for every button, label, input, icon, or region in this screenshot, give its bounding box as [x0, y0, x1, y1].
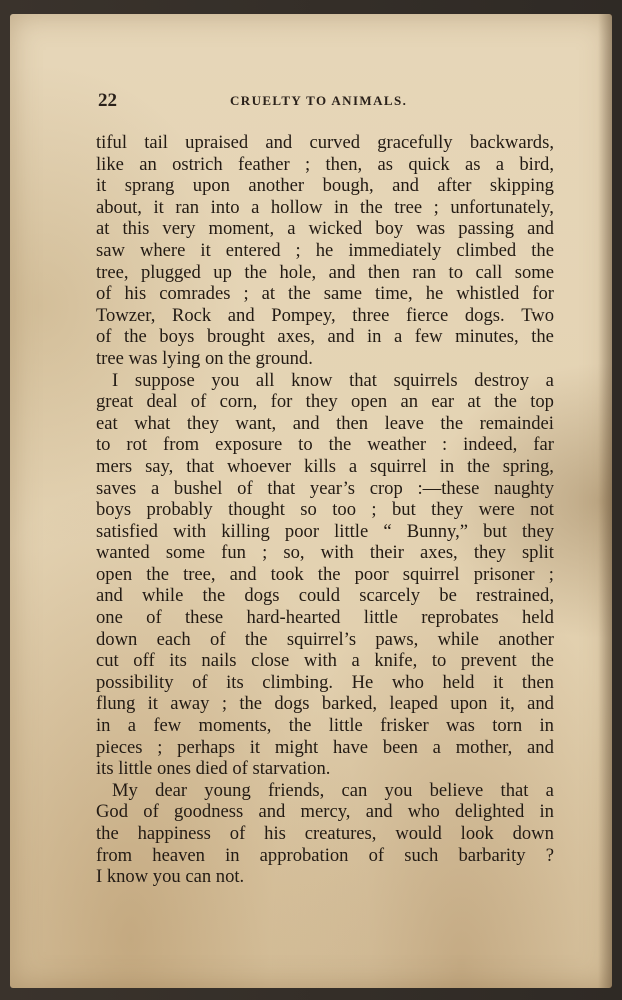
page-spine-shadow: [598, 14, 612, 988]
body-text: [96, 132, 554, 888]
text-line: from heaven in approbation of such barbarity ?: [96, 844, 554, 866]
text-line: at this very moment, a wicked boy was passing and: [96, 218, 554, 240]
text-line: of his comrades ; at the same time, he whistled for: [96, 283, 554, 305]
paragraph: [96, 780, 554, 888]
text-line: great deal of corn, for they open an ear at the top: [96, 391, 554, 413]
text-line: tiful tail upraised and curved gracefully backwards,: [96, 132, 554, 153]
text-line: tree was lying on the ground.: [96, 347, 313, 369]
text-line: open the tree, and took the poor squirrel prisoner ;: [96, 563, 554, 585]
running-head: [98, 90, 558, 114]
text-line: Towzer, Rock and Pompey, three fierce dogs. Two: [96, 304, 554, 326]
text-line: flung it away ; the dogs barked, leaped upon it, and: [96, 693, 554, 715]
text-line: I know you can not.: [96, 866, 245, 888]
text-line: satisfied with killing poor little “ Bunny,” but they: [96, 520, 554, 542]
text-line: saves a bushel of that year’s crop :—these naughty: [96, 477, 554, 499]
paragraph: [96, 370, 554, 780]
text-line: it sprang upon another bough, and after skipping: [96, 175, 554, 197]
text-line: and while the dogs could scarcely be restrained,: [96, 585, 554, 607]
text-line: tree, plugged up the hole, and then ran to call some: [96, 261, 554, 283]
book-page: [10, 14, 612, 988]
text-line: My dear young friends, can you believe that a: [112, 779, 554, 801]
text-line: pieces ; perhaps it might have been a mother, and: [96, 736, 554, 758]
text-line: its little ones died of starvation.: [96, 758, 331, 780]
text-line: down each of the squirrel’s paws, while another: [96, 628, 554, 650]
text-line: in a few moments, the little frisker was torn in: [96, 715, 554, 737]
text-line: possibility of its climbing. He who held it then: [96, 671, 554, 693]
text-line: about, it ran into a hollow in the tree ; unfortunately,: [96, 196, 554, 218]
text-line: saw where it entered ; he immediately climbed the: [96, 239, 554, 261]
running-head-title: CRUELTY TO ANIMALS.: [230, 93, 408, 108]
text-line: cut off its nails close with a knife, to prevent the: [96, 650, 554, 672]
text-line: of the boys brought axes, and in a few minutes, the: [96, 326, 554, 348]
text-line: eat what they want, and then leave the remaindei: [96, 412, 554, 434]
paragraph: [96, 132, 554, 370]
text-line: God of goodness and mercy, and who delighted in: [96, 801, 554, 823]
text-line: I suppose you all know that squirrels destroy a: [112, 369, 554, 391]
text-line: boys probably thought so too ; but they were not: [96, 499, 554, 521]
text-line: mers say, that whoever kills a squirrel in the spring,: [96, 455, 554, 477]
text-line: one of these hard-hearted little reprobates held: [96, 607, 554, 629]
text-line: the happiness of his creatures, would look down: [96, 823, 554, 844]
page-number: 22: [98, 90, 117, 111]
text-line: like an ostrich feather ; then, as quick as a bird,: [96, 153, 554, 175]
text-line: wanted some fun ; so, with their axes, they split: [96, 542, 554, 564]
text-line: to rot from exposure to the weather : indeed, far: [96, 434, 554, 456]
